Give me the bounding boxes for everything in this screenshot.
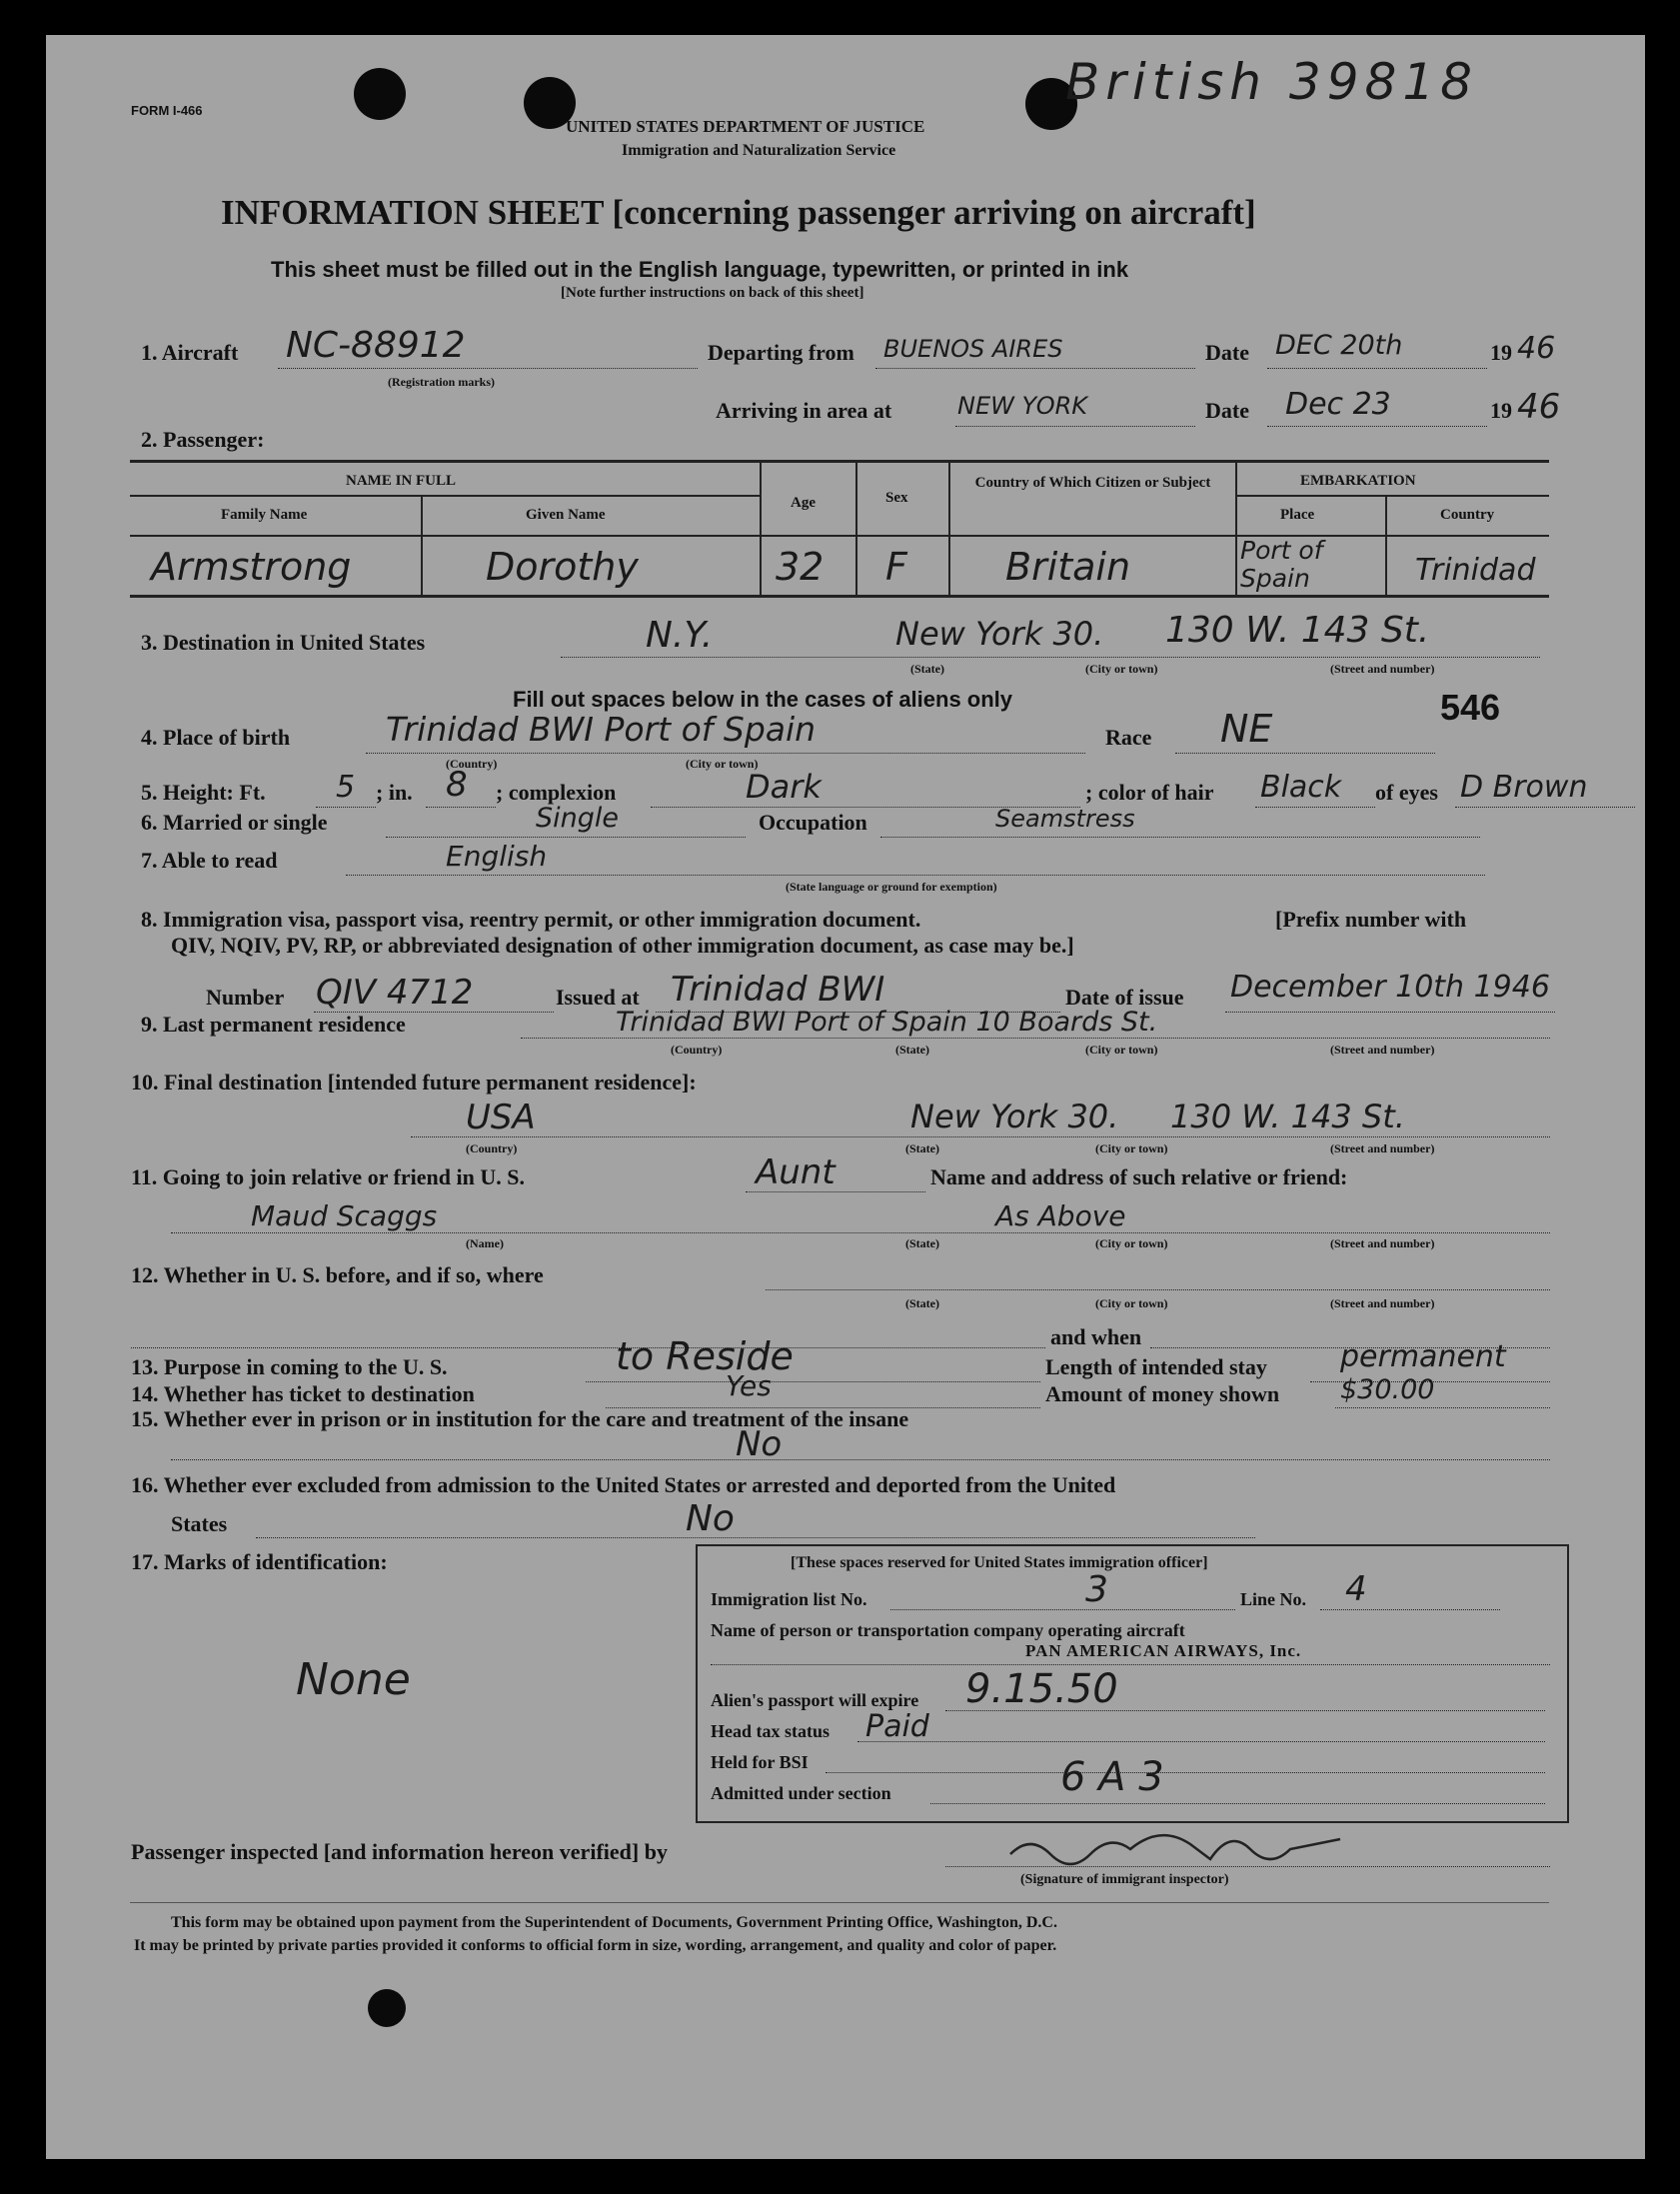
- previous-us-label: 12. Whether in U. S. before, and if so, where: [131, 1262, 544, 1287]
- money-label: Amount of money shown: [1045, 1381, 1280, 1406]
- read-value: English: [446, 840, 548, 873]
- excluded-value: No: [686, 1498, 735, 1539]
- departing-value: BUENOS AIRES: [883, 335, 1063, 363]
- residence-label: 9. Last permanent residence: [141, 1012, 406, 1037]
- arriving-label: Arriving in area at: [716, 398, 892, 423]
- depart-date-label: Date: [1205, 340, 1249, 365]
- information-sheet: [46, 35, 1645, 2159]
- eyes-value: D Brown: [1460, 770, 1588, 805]
- state-caption: (State): [905, 1236, 939, 1250]
- stay-value: permanent: [1340, 1339, 1506, 1374]
- company-value: PAN AMERICAN AIRWAYS, Inc.: [1025, 1641, 1302, 1660]
- passport-value: 9.15.50: [965, 1666, 1118, 1712]
- purpose-value: to Reside: [616, 1334, 794, 1378]
- company-label: Name of person or transportation company operating aircraft: [711, 1620, 1185, 1640]
- read-label: 7. Able to read: [141, 848, 278, 873]
- handwritten-annotation: British 39818: [1065, 53, 1478, 111]
- given-name-header: Given Name: [526, 507, 606, 523]
- aircraft-label: 1. Aircraft: [141, 340, 239, 365]
- list-no-value: 3: [1085, 1569, 1108, 1610]
- aliens-heading: Fill out spaces below in the cases of aliens only: [513, 687, 1013, 712]
- doc-number-label: Number: [206, 985, 285, 1010]
- height-in-label: ; in.: [376, 780, 413, 805]
- inspector-signature: [1005, 1824, 1405, 1874]
- marital-label: 6. Married or single: [141, 810, 328, 835]
- admitted-value: 6 A 3: [1060, 1754, 1164, 1800]
- race-label: Race: [1105, 725, 1152, 750]
- state-caption: (State): [905, 1141, 939, 1155]
- page-title: INFORMATION SHEET [concerning passenger arriving on aircraft]: [221, 193, 1256, 232]
- stamp-number: 546: [1440, 687, 1501, 728]
- punch-hole: [368, 1989, 406, 2027]
- bsi-label: Held for BSI: [711, 1752, 809, 1772]
- destination-label: 3. Destination in United States: [141, 630, 426, 655]
- money-value: $30.00: [1340, 1374, 1435, 1405]
- country-caption: (Country): [671, 1043, 723, 1057]
- headtax-value: Paid: [865, 1709, 929, 1744]
- race-value: NE: [1220, 707, 1273, 751]
- aircraft-value: NC-88912: [286, 325, 466, 366]
- document-designations: QIV, NQIV, PV, RP, or abbreviated designation of other immigration document, as case may be.]: [171, 933, 1074, 958]
- family-name: Armstrong: [151, 545, 352, 589]
- city-caption: (City or town): [1085, 662, 1158, 676]
- footer-line-2: It may be printed by private parties provided it conforms to official form in size, wording, arrangement, and quality and color of paper.: [134, 1937, 1057, 1954]
- country-caption: (Country): [466, 1141, 518, 1155]
- officer-heading: [These spaces reserved for United States immigration officer]: [791, 1554, 1208, 1571]
- street-caption: (Street and number): [1330, 1043, 1435, 1057]
- when-label: and when: [1050, 1324, 1142, 1349]
- issued-label: Issued at: [556, 985, 640, 1010]
- stay-label: Length of intended stay: [1045, 1354, 1267, 1379]
- embarkation-place: Port of Spain: [1240, 536, 1323, 593]
- note: [Note further instructions on back of this sheet]: [561, 285, 864, 301]
- depart-year-prefix: 19: [1490, 340, 1512, 365]
- prison-label: 15. Whether ever in prison or in institution for the care and treatment of the insane: [131, 1406, 909, 1431]
- admitted-label: Admitted under section: [711, 1783, 891, 1803]
- destination-city: New York 30.: [895, 615, 1104, 653]
- prefix-note: [Prefix number with: [1275, 907, 1467, 932]
- city-caption: (City or town): [1095, 1141, 1168, 1155]
- registration-caption: (Registration marks): [388, 375, 495, 389]
- relative-address: As Above: [995, 1199, 1126, 1232]
- identification-value: None: [296, 1654, 411, 1705]
- height-ft: 5: [336, 770, 356, 805]
- name-in-full-header: NAME IN FULL: [346, 473, 457, 489]
- document-label: 8. Immigration visa, passport visa, reentry permit, or other immigration document.: [141, 907, 921, 932]
- eyes-label: of eyes: [1375, 780, 1438, 805]
- issue-date-label: Date of issue: [1065, 985, 1184, 1010]
- city-caption: (City or town): [686, 757, 759, 771]
- occupation-value: Seamstress: [995, 805, 1135, 833]
- sex-header: Sex: [885, 490, 908, 506]
- passenger-label: 2. Passenger:: [141, 427, 265, 452]
- name-caption: (Name): [466, 1236, 504, 1250]
- hair-value: Black: [1260, 770, 1342, 805]
- state-caption: (State): [910, 662, 944, 676]
- service-name: Immigration and Naturalization Service: [622, 142, 896, 159]
- arriving-value: NEW YORK: [957, 392, 1088, 420]
- prison-value: No: [736, 1424, 783, 1464]
- embarkation-country: Trinidad: [1415, 553, 1536, 588]
- department-name: UNITED STATES DEPARTMENT OF JUSTICE: [566, 117, 925, 136]
- final-destination-label: 10. Final destination [intended future permanent residence]:: [131, 1070, 697, 1095]
- ticket-label: 14. Whether has ticket to destination: [131, 1381, 475, 1406]
- excluded-label-cont: States: [171, 1511, 228, 1536]
- headtax-label: Head tax status: [711, 1721, 831, 1741]
- purpose-label: 13. Purpose in coming to the U. S.: [131, 1354, 448, 1379]
- street-caption: (Street and number): [1330, 1296, 1435, 1310]
- place-header: Place: [1280, 507, 1315, 523]
- inspection-label: Passenger inspected [and information hereon verified] by: [131, 1839, 668, 1864]
- form-number: FORM I-466: [131, 103, 203, 118]
- issued-value: Trinidad BWI: [671, 970, 885, 1010]
- country-caption: (Country): [446, 757, 498, 771]
- issue-date: December 10th 1946: [1230, 970, 1550, 1005]
- birthplace-label: 4. Place of birth: [141, 725, 291, 750]
- embarkation-header: EMBARKATION: [1300, 473, 1416, 489]
- hair-label: ; color of hair: [1085, 780, 1214, 805]
- list-no-label: Immigration list No.: [711, 1589, 867, 1609]
- departing-label: Departing from: [708, 340, 854, 365]
- line-no-label: Line No.: [1240, 1589, 1307, 1609]
- identification-label: 17. Marks of identification:: [131, 1549, 388, 1574]
- street-caption: (Street and number): [1330, 1141, 1435, 1155]
- subtitle: This sheet must be filled out in the English language, typewritten, or printed in ink: [271, 257, 1129, 282]
- relative-label: Name and address of such relative or friend:: [930, 1164, 1348, 1189]
- marital-value: Single: [536, 803, 620, 834]
- height-in: 8: [446, 765, 468, 805]
- excluded-label: 16. Whether ever excluded from admission to the United States or arrested and deported from the United: [131, 1472, 1116, 1497]
- city-caption: (City or town): [1095, 1236, 1168, 1250]
- given-name: Dorothy: [486, 545, 639, 589]
- city-caption: (City or town): [1095, 1296, 1168, 1310]
- country-header: Country of Which Citizen or Subject: [974, 475, 1211, 491]
- street-caption: (Street and number): [1330, 662, 1435, 676]
- citizen-of: Britain: [1005, 545, 1131, 589]
- arrive-year-prefix: 19: [1490, 398, 1512, 423]
- family-name-header: Family Name: [221, 507, 308, 523]
- footer-line-1: This form may be obtained upon payment from the Superintendent of Documents, Government Printing Office, Washington, D.C.: [171, 1914, 1057, 1931]
- ticket-value: Yes: [726, 1369, 772, 1402]
- birthplace-value: Trinidad BWI Port of Spain: [386, 710, 817, 749]
- depart-date-value: DEC 20th: [1275, 330, 1403, 361]
- complexion-value: Dark: [746, 768, 822, 806]
- final-country: USA: [466, 1097, 536, 1137]
- arrive-year: 46: [1517, 387, 1561, 427]
- destination-street: 130 W. 143 St.: [1165, 610, 1430, 651]
- destination-state: N.Y.: [646, 615, 714, 656]
- state-caption: (State): [895, 1043, 929, 1057]
- punch-hole: [354, 68, 406, 120]
- final-street: 130 W. 143 St.: [1170, 1097, 1405, 1135]
- passport-label: Alien's passport will expire: [711, 1690, 919, 1710]
- city-caption: (City or town): [1085, 1043, 1158, 1057]
- sex: F: [885, 545, 907, 589]
- age: 32: [776, 545, 825, 589]
- state-caption: (State): [905, 1296, 939, 1310]
- height-label: 5. Height: Ft.: [141, 780, 266, 805]
- emb-country-header: Country: [1440, 507, 1495, 523]
- line-no-value: 4: [1345, 1569, 1367, 1609]
- relative-name: Maud Scaggs: [251, 1199, 438, 1232]
- age-header: Age: [791, 495, 816, 511]
- signature-caption: (Signature of immigrant inspector): [1020, 1872, 1229, 1887]
- residence-value: Trinidad BWI Port of Spain 10 Boards St.: [616, 1007, 1158, 1038]
- complexion-label: ; complexion: [496, 780, 617, 805]
- read-caption: (State language or ground for exemption): [786, 880, 997, 894]
- final-city: New York 30.: [910, 1097, 1119, 1135]
- doc-number: QIV 4712: [316, 973, 474, 1013]
- join-relation: Aunt: [756, 1152, 836, 1192]
- depart-year: 46: [1517, 331, 1556, 366]
- street-caption: (Street and number): [1330, 1236, 1435, 1250]
- join-label: 11. Going to join relative or friend in U. S.: [131, 1164, 525, 1189]
- arrive-date-label: Date: [1205, 398, 1249, 423]
- arrive-date-value: Dec 23: [1285, 387, 1391, 422]
- occupation-label: Occupation: [759, 810, 867, 835]
